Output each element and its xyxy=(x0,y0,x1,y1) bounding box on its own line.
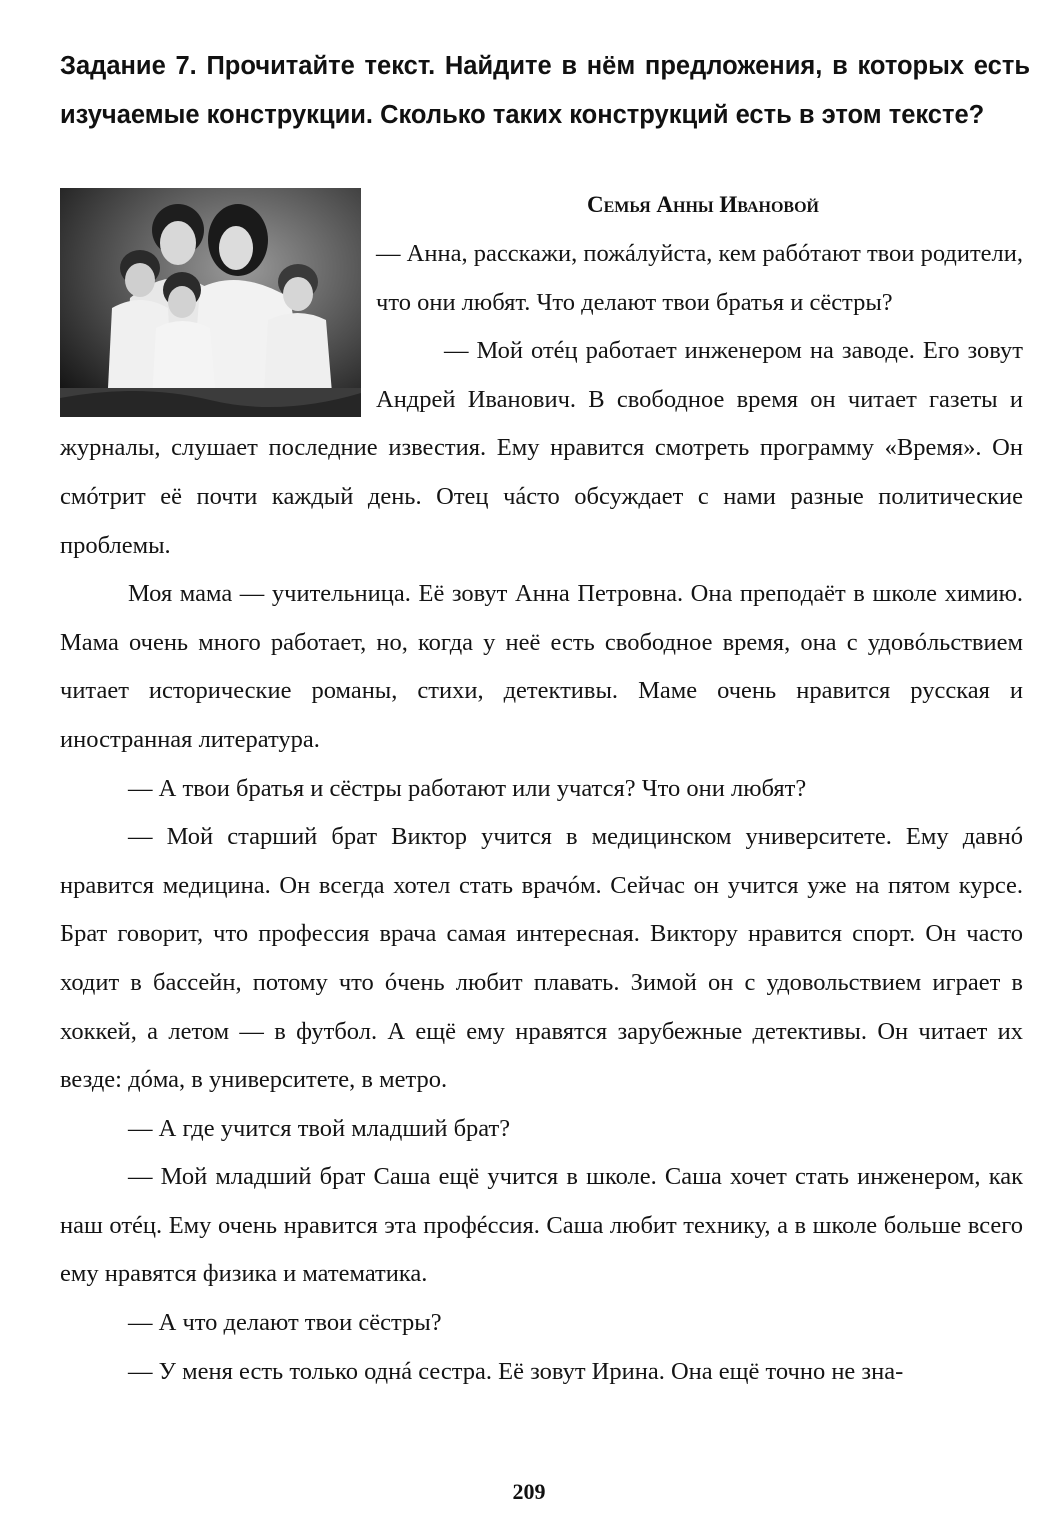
paragraph: — А твои братья и сёстры работают или учатся? Что они любят? xyxy=(128,774,807,802)
paragraph: — У меня есть только однá сестра. Её зовут Ирина. Она ещё точно не зна- xyxy=(128,1357,904,1385)
story-title: Семья Анны Ивановой xyxy=(587,192,819,217)
paragraph: — Мой старший брат Виктор учится в медицинском университете. Ему давнó нравится медицина. Он всегда хотел стать врачóм. Сейчас он учится уже на пятом курсе. Брат говорит, что профессия врача самая интересная. Виктору нравится спорт. Он часто ходит в бассейн, потому что óчень любит плавать. Зимой он с удовольствием играет в хоккей, а летом — в футбол. А ещё ему нравятся зарубежные детективы. Он читает их везде: дóма, в университете, в метро. xyxy=(60,823,1023,1094)
paragraph: — Мой младший брат Саша ещё учится в школе. Саша хочет стать инженером, как наш отéц. Ему очень нравится эта профéссия. Саша любит технику, а в школе больше всего ему нравятся физика и математика. xyxy=(60,1163,1023,1288)
paragraph: — А что делают твои сёстры? xyxy=(128,1309,442,1337)
page-number: 209 xyxy=(512,1479,546,1504)
paragraph: — Мой отéц работает инженером на заводе. Его зовут Андрей Иванович. В свободное время он читает газеты и журналы, слушает последние известия. Ему нравится смотреть программу «Время». Он смóтрит её почти каждый день. Отец чáсто обсуждает с нами разные политические проблемы. xyxy=(60,337,1023,559)
paragraph: — Анна, расскажи, пожáлуйста, кем рабóтают твои родители, что они любят. Что делают твои братья и сёстры? xyxy=(376,240,1023,316)
task-header: Задание 7. Прочитайте текст. Найдите в нём предложения, в которых есть изучаемые конструкции. Сколько таких конструкций есть в этом тексте? xyxy=(60,52,1030,129)
paragraph: Моя мама — учительница. Её зовут Анна Петровна. Она преподаёт в школе химию. Мама очень много работает, но, когда у неё есть свободное время, она с удовóльствием читает исторические романы, стихи, детективы. Маме очень нравится русская и иностранная литература. xyxy=(60,580,1023,753)
photo-spacer xyxy=(60,230,376,420)
story-body xyxy=(60,230,1023,1396)
paragraph: — А где учится твой младший брат? xyxy=(128,1114,511,1142)
